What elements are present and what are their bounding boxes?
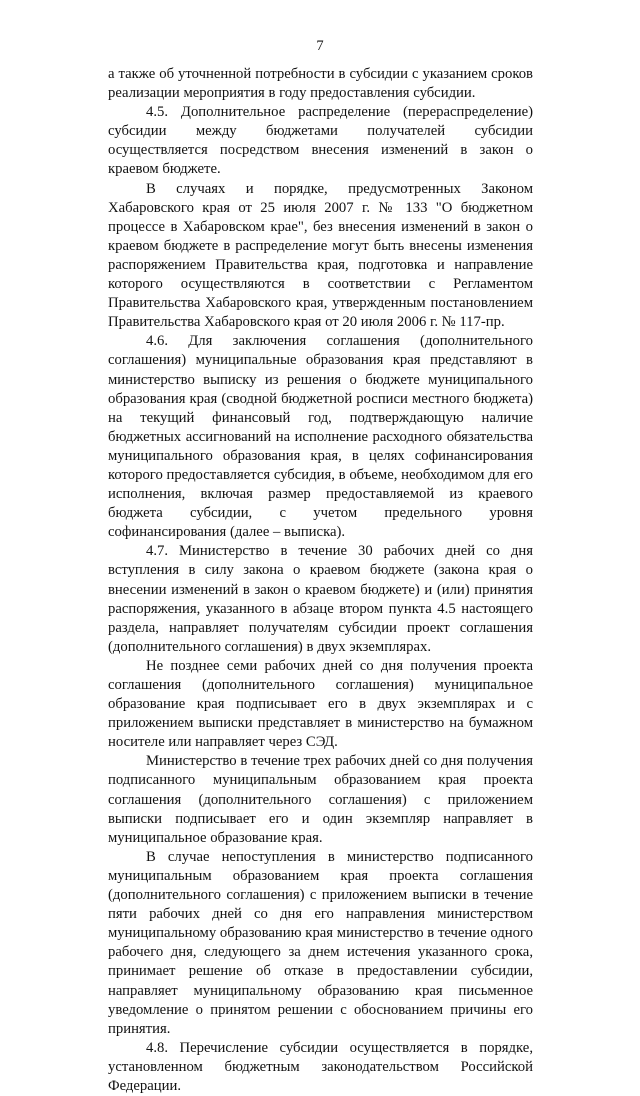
paragraph-4-7-ministry: Министерство в течение трех рабочих дней со дня получения подписанного муниципальным образованием края проекта соглашения (дополнительного соглашения) с приложением выписки подписывает его и один экземпляр направляет в муниципальное образование края. xyxy=(108,753,533,846)
paragraph-4-5-cases: В случаях и порядке, предусмотренных Законом Хабаровского края от 25 июля 2007 г. № 133 "О бюджетном процессе в Хабаровском крае", без внесения изменений в закон о краевом бюджете в распределение могут быть внесены изменения распоряжением Правительства края, подготовка и направление которого осуществляются в соответствии с Регламентом Правительства Хабаровского края, утвержденным постановлением Правительства Хабаровского края от 20 июля 2006 г. № 117-пр. xyxy=(108,180,533,331)
paragraph-continuation: а также об уточненной потребности в субсидии с указанием сроков реализации мероприятия в году предоставления субсидии. xyxy=(108,66,533,102)
paragraph-4-6: 4.6. Для заключения соглашения (дополнительного соглашения) муниципальные образования края представляют в министерство выписку из решения о бюджете муниципального образования края (сводной бюджетной росписи местного бюджета) на текущий финансовый год, подтверждающую наличие бюджетных ассигнований на исполнение расходного обязательства муниципального образования края, в целях софинансирования которого предоставляется субсидия, в объеме, необходимом для его исполнения, включая размер предоставляемой из краевого бюджета субсидии, с учетом предельного уровня софинансирования (далее – выписка). xyxy=(108,333,533,541)
paragraph-4-8: 4.8. Перечисление субсидии осуществляется в порядке, установленном бюджетным законодательством Российской Федерации. xyxy=(108,1039,533,1094)
paragraph-4-7-refusal: В случае непоступления в министерство подписанного муниципальным образованием края проекта соглашения (дополнительного соглашения) с приложением выписки в течение пяти рабочих дней со дня его направления министерством муниципальному образованию края министерство в течение одного рабочего дня, следующего за днем истечения указанного срока, принимает решение об отказе в предоставлении субсидии, направляет муниципальному образованию края письменное уведомление о принятом решении с обоснованием причины его принятия. xyxy=(108,848,533,1037)
paragraph-4-7: 4.7. Министерство в течение 30 рабочих дней со дня вступления в силу закона о краевом бюджете (закона края о внесении изменений в закон о краевом бюджете) и (или) принятия распоряжения, указанного в абзаце втором пункта 4.5 настоящего раздела, направляет получателям субсидии проект соглашения (дополнительного соглашения) в двух экземплярах. xyxy=(108,543,533,655)
paragraph-4-7-signing: Не позднее семи рабочих дней со дня получения проекта соглашения (дополнительного соглашения) муниципальное образование края подписывает его в двух экземплярах и с приложением выписки представляет в министерство на бумажном носителе или направляет через СЭД. xyxy=(108,657,533,751)
document-body xyxy=(108,65,533,1096)
page-number: 7 xyxy=(316,38,324,54)
paragraph-4-5: 4.5. Дополнительное распределение (перераспределение) субсидии между бюджетами получателей субсидии осуществляется посредством внесения изменений в закон о краевом бюджете. xyxy=(108,104,533,178)
